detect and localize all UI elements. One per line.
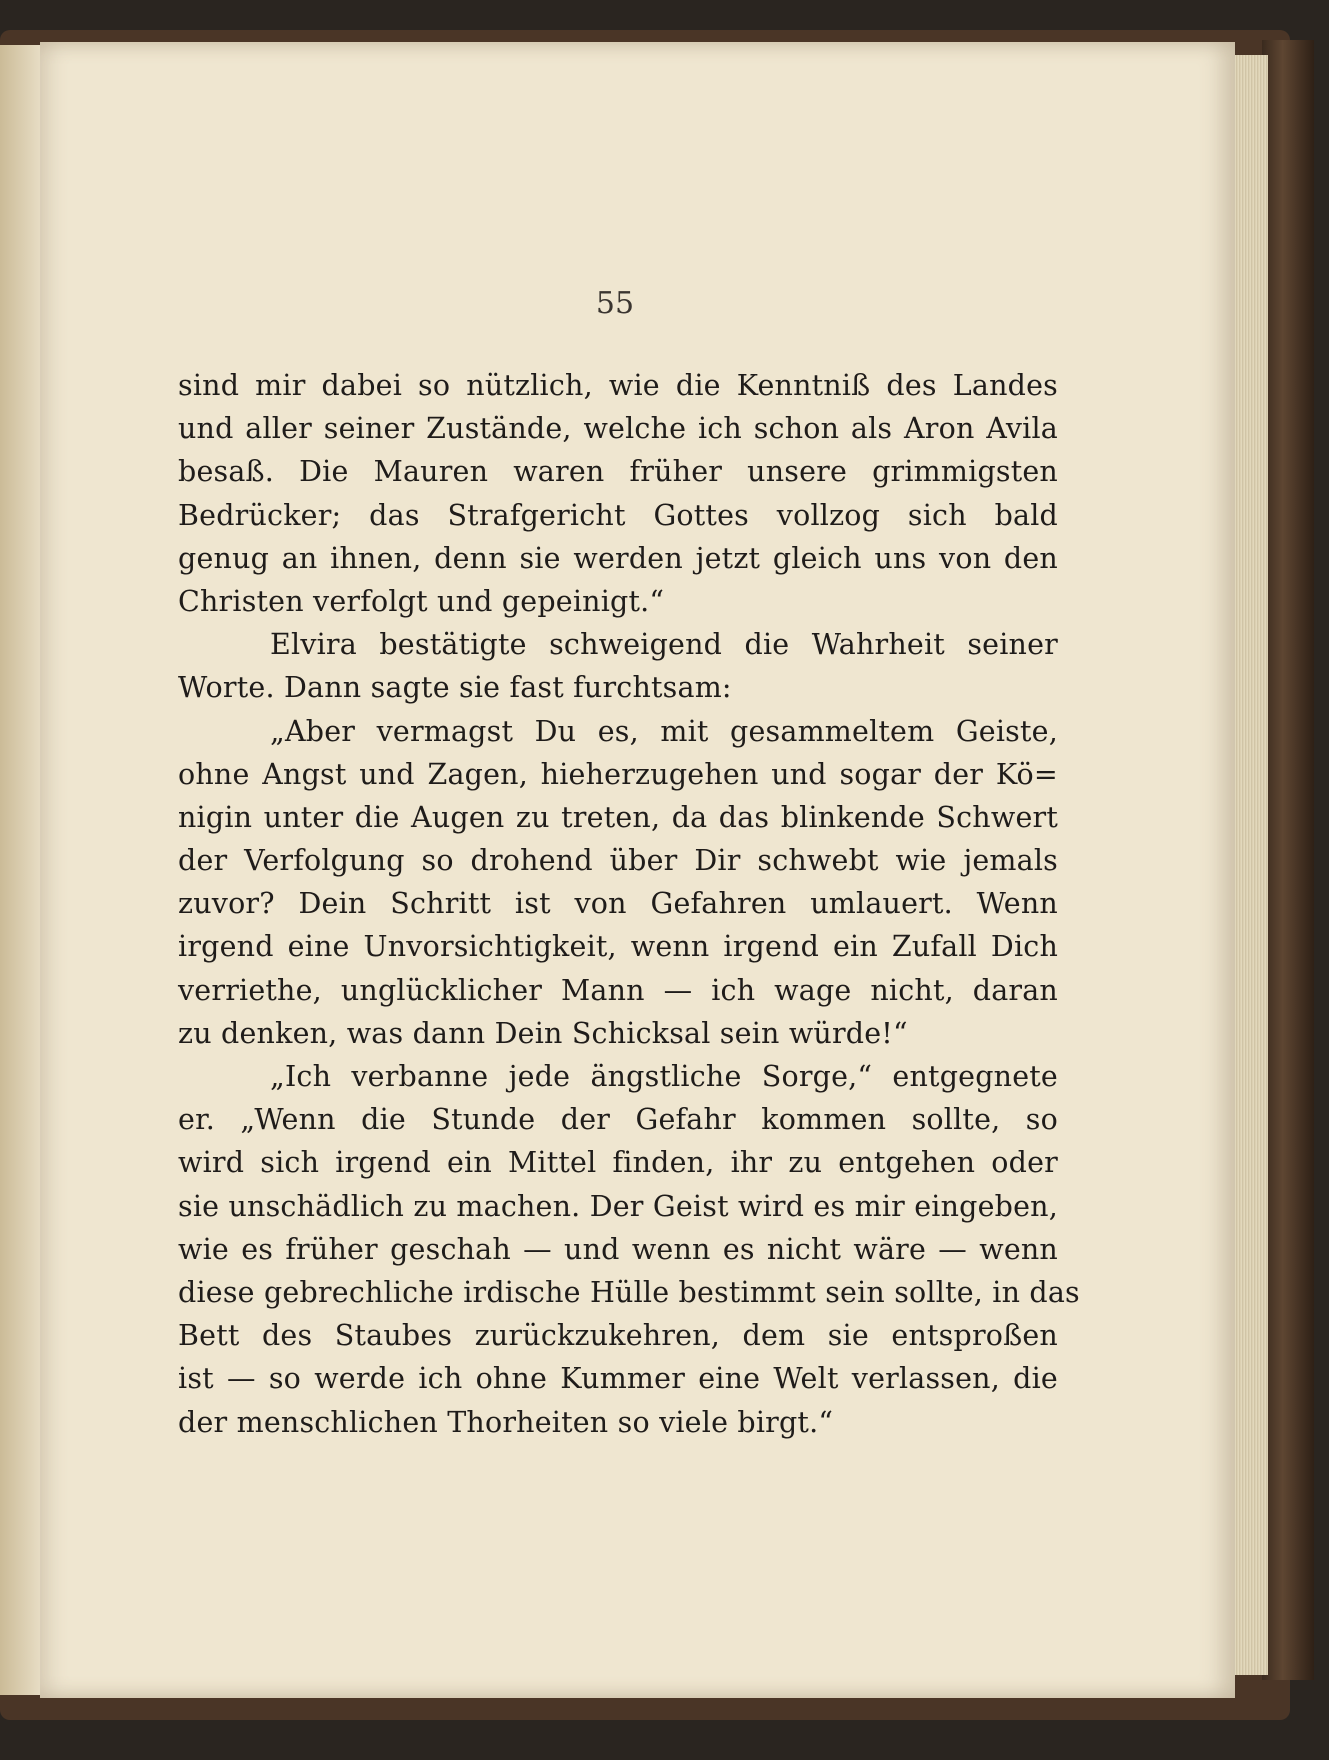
text-line: Elvira bestätigte schweigend die Wahrheit seiner — [270, 628, 1058, 662]
text-line: Worte. Dann sagte sie fast furchtsam: — [178, 671, 732, 705]
text-line: Christen verfolgt und gepeinigt.“ — [178, 584, 665, 618]
text-line: genug an ihnen, denn sie werden jetzt gleich uns von den — [178, 541, 1058, 575]
text-line: diese gebrechliche irdische Hülle bestimmt sein sollte, in das — [178, 1275, 1080, 1309]
text-line: ohne Angst und Zagen, hieherzugehen und sogar der Kö= — [178, 757, 1058, 791]
book-binding — [1262, 40, 1314, 1680]
text-line: der Verfolgung so drohend über Dir schwebt wie jemals — [178, 844, 1058, 878]
text-line: zu denken, was dann Dein Schicksal sein würde!“ — [178, 1016, 908, 1050]
text-line: Bett des Staubes zurückzukehren, dem sie entsproßen — [178, 1319, 1058, 1353]
text-line: und aller seiner Zustände, welche ich schon als Aron Avila — [178, 412, 1058, 446]
text-line: verriethe, unglücklicher Mann — ich wage nicht, daran — [178, 973, 1058, 1007]
text-line: „Ich verbanne jede ängstliche Sorge,“ entgegnete — [270, 1060, 1058, 1093]
text-line: „Aber vermagst Du es, mit gesammeltem Geiste, — [270, 714, 1058, 748]
text-line: der menschlichen Thorheiten so viele birgt.“ — [178, 1405, 834, 1439]
text-line: wie es früher geschah — und wenn es nicht wäre — wenn — [178, 1232, 1058, 1266]
text-line: besaß. Die Mauren waren früher unsere grimmigsten — [178, 455, 1058, 489]
text-line: sie unschädlich zu machen. Der Geist wird es mir eingeben, — [178, 1189, 1058, 1223]
text-line: sind mir dabei so nützlich, wie die Kenntniß des Landes — [178, 369, 1058, 402]
text-line: er. „Wenn die Stunde der Gefahr kommen sollte, so — [178, 1103, 1058, 1137]
text-line: nigin unter die Augen zu treten, da das blinkende Schwert — [178, 800, 1058, 834]
book-page — [40, 42, 1235, 1698]
previous-page-edge — [0, 45, 42, 1695]
text-line: Bedrücker; das Strafgericht Gottes vollzog sich bald — [178, 498, 1058, 532]
page-number: 55 — [595, 286, 635, 321]
text-line: zuvor? Dein Schritt ist von Gefahren umlauert. Wenn — [178, 887, 1058, 921]
text-line: wird sich irgend ein Mittel finden, ihr zu entgehen oder — [178, 1146, 1058, 1180]
body-text — [178, 364, 1080, 1444]
text-line: ist — so werde ich ohne Kummer eine Welt verlassen, die — [178, 1362, 1058, 1396]
text-line: irgend eine Unvorsichtigkeit, wenn irgend ein Zufall Dich — [178, 930, 1058, 964]
